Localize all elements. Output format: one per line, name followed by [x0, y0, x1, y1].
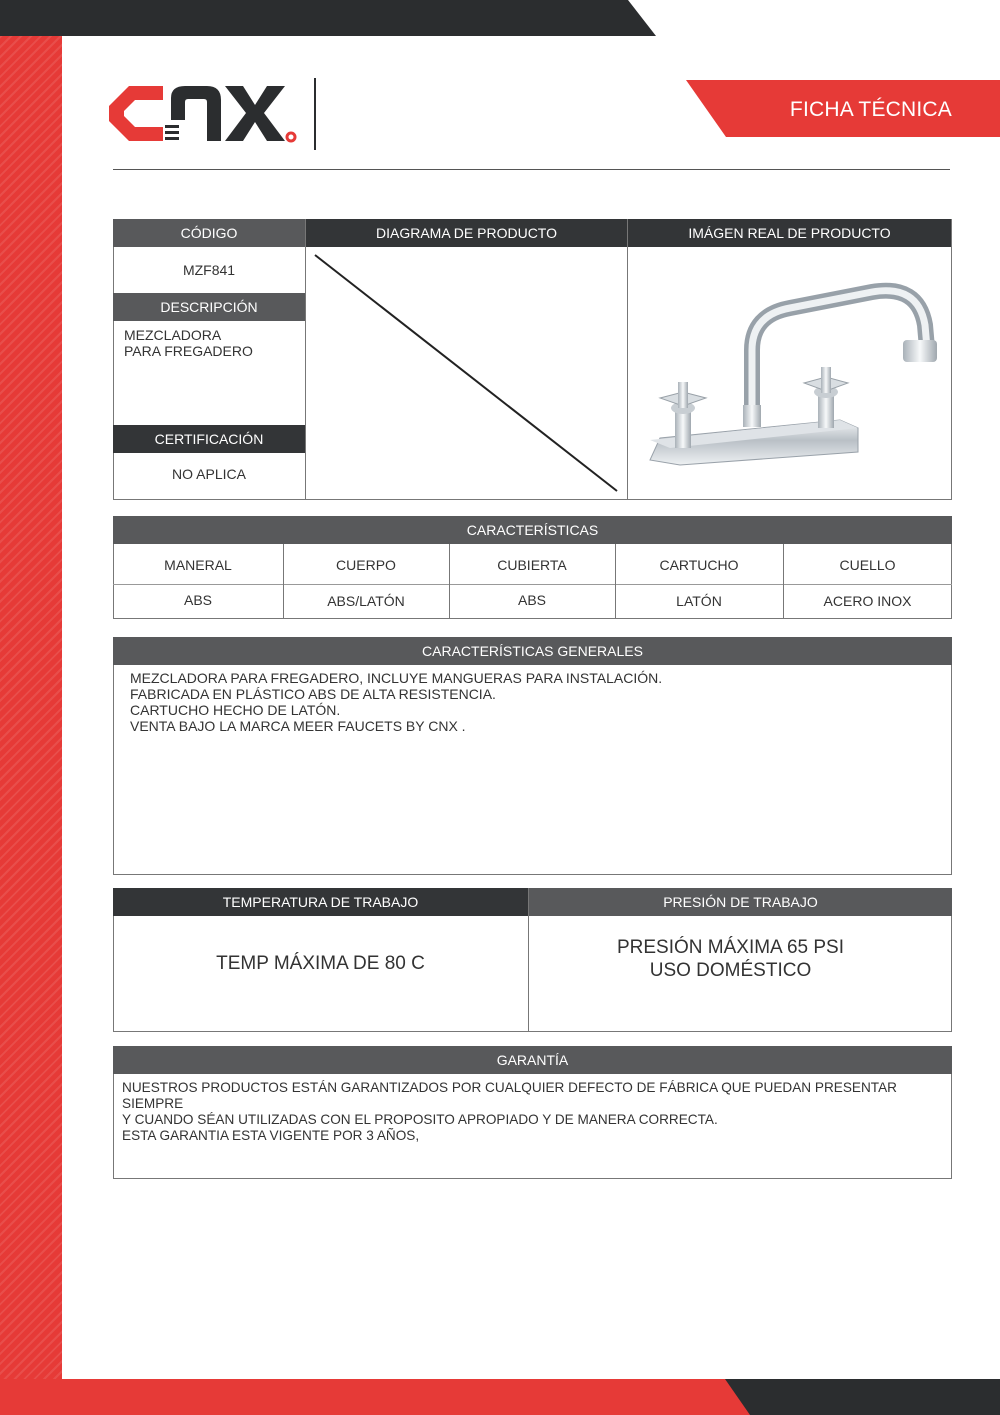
warranty-line: Y CUANDO SÉAN UTILIZADAS CON EL PROPOSITO APROPIADO Y DE MANERA CORRECTA. — [122, 1112, 718, 1127]
description-line: MEZCLADORA — [124, 327, 222, 343]
logo-divider — [314, 78, 316, 150]
certification-value: NO APLICA — [172, 466, 246, 482]
temperature-header: TEMPERATURA DE TRABAJO — [113, 888, 528, 916]
feature-value: ABS — [183, 592, 212, 608]
pressure-header: PRESIÓN DE TRABAJO — [529, 888, 952, 916]
description-line: PARA FREGADERO — [124, 343, 253, 359]
pressure-value — [529, 936, 932, 982]
feature-label: MANERAL — [164, 557, 232, 573]
warranty-text — [122, 1080, 948, 1144]
features-row-divider — [113, 584, 952, 585]
description-header: DESCRIPCIÓN — [113, 293, 305, 321]
feature-value: ABS — [517, 592, 546, 608]
code-header: CÓDIGO — [113, 219, 305, 247]
feature-label: CUBIERTA — [497, 557, 567, 573]
diagram-placeholder — [306, 247, 627, 500]
general-text — [130, 670, 930, 734]
product-code: MZF841 — [182, 262, 236, 278]
ficha-tecnica-tab — [686, 80, 1000, 137]
warranty-line: ESTA GARANTIA ESTA VIGENTE POR 3 AÑOS, — [122, 1128, 420, 1143]
top-decorative-bar — [0, 0, 1000, 36]
features-header: CARACTERÍSTICAS — [113, 516, 952, 544]
description-text — [124, 327, 299, 359]
warranty-line: NUESTROS PRODUCTOS ESTÁN GARANTIZADOS POR CUALQUIER DEFECTO DE FÁBRICA QUE PUEDAN PRESENTAR SIEMPRE — [122, 1080, 897, 1111]
image-header: IMÁGEN REAL DE PRODUCTO — [628, 219, 951, 247]
feature-label: CUERPO — [336, 557, 396, 573]
general-line: MEZCLADORA PARA FREGADERO, INCLUYE MANGUERAS PARA INSTALACIÓN. — [130, 670, 663, 686]
general-header: CARACTERÍSTICAS GENERALES — [113, 637, 952, 665]
kitchen-faucet-image — [640, 270, 940, 475]
feature-value: ACERO INOX — [823, 593, 912, 609]
side-decorative-strip — [0, 36, 62, 1379]
feature-label: CUELLO — [839, 557, 896, 573]
general-line: FABRICADA EN PLÁSTICO ABS DE ALTA RESISTENCIA. — [130, 686, 496, 702]
product-divider-2 — [627, 219, 628, 500]
pressure-line: USO DOMÉSTICO — [649, 960, 812, 981]
general-line: VENTA BAJO LA MARCA MEER FAUCETS BY CNX . — [130, 718, 466, 734]
certification-header: CERTIFICACIÓN — [113, 425, 305, 453]
document-title: FICHA TÉCNICA — [789, 98, 952, 121]
diagram-header: DIAGRAMA DE PRODUCTO — [306, 219, 627, 247]
warranty-header: GARANTÍA — [113, 1046, 952, 1074]
feature-label: CARTUCHO — [659, 557, 739, 573]
bottom-decorative-bar — [0, 1379, 1000, 1415]
header-rule — [113, 169, 950, 170]
temperature-value: TEMP MÁXIMA DE 80 C — [216, 953, 425, 974]
cnx-logo — [105, 78, 305, 150]
feature-value: LATÓN — [676, 593, 722, 609]
feature-value: ABS/LATÓN — [327, 593, 405, 609]
pressure-line: PRESIÓN MÁXIMA 65 PSI — [616, 937, 845, 958]
general-line: CARTUCHO HECHO DE LATÓN. — [130, 702, 341, 718]
